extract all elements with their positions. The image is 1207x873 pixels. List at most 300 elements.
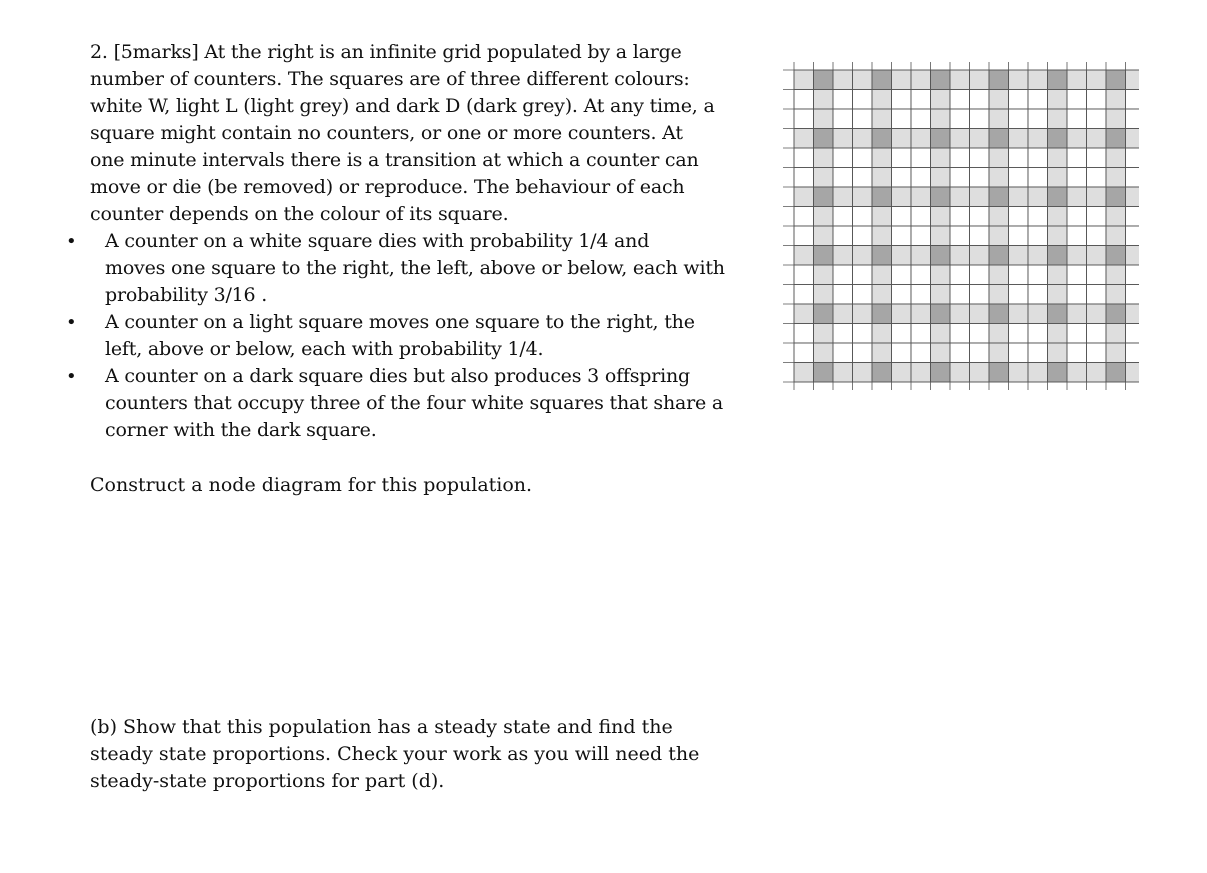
grid-cell-white [911, 285, 931, 305]
grid-cell-dark [1048, 363, 1068, 383]
grid-cell-light [931, 90, 951, 110]
grid-cell-white [950, 207, 970, 227]
question-2 [66, 39, 750, 444]
grid-cell-light [931, 265, 951, 285]
grid-cell-white [1009, 285, 1029, 305]
grid-cell-light [794, 246, 814, 266]
grid-cell-light [911, 304, 931, 324]
grid-cell-light [892, 129, 912, 149]
grid-cell-light [892, 363, 912, 383]
question-intro: 2. [5marks] At the right is an infinite grid populated by a large number of counters. The squares are of three different colours: white W, light L (light grey) and dark D (dark grey). At any time, a square might contain no counters, or one or more counters. At one minute intervals there is a transition at which a counter can move or die (be removed) or reproduce. The behaviour of each counter depends on the colour of its square. [90, 41, 715, 225]
grid-cell-light [794, 363, 814, 383]
grid-cell-light [794, 129, 814, 149]
grid-cell-light [989, 90, 1009, 110]
grid-cell-light [989, 109, 1009, 129]
grid-cell-white [833, 90, 853, 110]
grid-cell-dark [1106, 246, 1126, 266]
grid-cell-white [1028, 324, 1048, 344]
grid-cell-light [794, 304, 814, 324]
grid-cell-white [950, 226, 970, 246]
grid-cell-light [833, 129, 853, 149]
rule-dark-text: A counter on a dark square dies but also produces 3 offspring counters that occupy three of the four white squares that share a corner with the dark square. [105, 365, 724, 441]
grid-cell-white [911, 148, 931, 168]
grid-cell-dark [931, 70, 951, 90]
bullet-icon: • [66, 312, 77, 333]
grid-cell-light [970, 129, 990, 149]
grid-cell-light [989, 148, 1009, 168]
grid-cell-white [911, 168, 931, 188]
grid-cell-light [892, 187, 912, 207]
grid-cell-white [1126, 324, 1140, 344]
grid-cell-white [1087, 148, 1107, 168]
grid-cell-white [1009, 207, 1029, 227]
grid-cell-white [970, 324, 990, 344]
grid-cell-light [950, 246, 970, 266]
grid-cell-light [1106, 324, 1126, 344]
grid-cell-dark [989, 304, 1009, 324]
grid-cell-white [892, 285, 912, 305]
grid-cell-white [1067, 324, 1087, 344]
grid-cell-white [1067, 148, 1087, 168]
grid-cell-dark [814, 304, 834, 324]
grid-cell-dark [1106, 187, 1126, 207]
grid-cell-white [1009, 109, 1029, 129]
grid-cell-light [1106, 285, 1126, 305]
grid-cell-dark [989, 70, 1009, 90]
grid-cell-light [833, 304, 853, 324]
grid-cell-white [794, 90, 814, 110]
grid-cell-white [1067, 207, 1087, 227]
grid-cell-white [970, 90, 990, 110]
grid-cell-white [1087, 109, 1107, 129]
grid-cell-dark [1048, 304, 1068, 324]
grid-cell-dark [989, 129, 1009, 149]
grid-cell-light [1048, 285, 1068, 305]
grid-cell-light [1067, 363, 1087, 383]
grid-cell-white [853, 226, 873, 246]
grid-cell-dark [814, 70, 834, 90]
grid-cell-light [814, 265, 834, 285]
grid-cell-light [1106, 168, 1126, 188]
grid-cell-white [1028, 207, 1048, 227]
grid-cell-white [892, 226, 912, 246]
grid-cell-light [970, 246, 990, 266]
grid-cell-white [1126, 207, 1140, 227]
grid-cell-light [1048, 324, 1068, 344]
grid-cell-light [1048, 207, 1068, 227]
grid-cell-white [833, 109, 853, 129]
grid-cell-light [853, 246, 873, 266]
grid-cell-white [1009, 168, 1029, 188]
grid-cell-white [1087, 207, 1107, 227]
grid-cell-white [1009, 343, 1029, 363]
grid-cell-light [931, 168, 951, 188]
grid-cell-light [931, 285, 951, 305]
grid-cell-light [1048, 265, 1068, 285]
grid-cell-dark [872, 70, 892, 90]
grid-cell-light [1009, 70, 1029, 90]
grid-cell-light [794, 70, 814, 90]
grid-cell-white [1067, 265, 1087, 285]
grid-cell-dark [931, 304, 951, 324]
grid-cell-white [950, 324, 970, 344]
grid-cell-light [1067, 304, 1087, 324]
grid-cell-white [911, 324, 931, 344]
grid-cell-light [872, 343, 892, 363]
grid-cell-white [794, 226, 814, 246]
grid-cell-white [1087, 343, 1107, 363]
grid-cell-dark [1106, 304, 1126, 324]
rule-white-text: A counter on a white square dies with probability 1/4 and moves one square to the right, the left, above or below, each with probability 3/16 . [105, 230, 725, 306]
grid-cell-dark [814, 246, 834, 266]
grid-cell-light [1067, 129, 1087, 149]
grid-cell-light [989, 226, 1009, 246]
grid-cell-white [911, 226, 931, 246]
grid-cell-light [1126, 246, 1140, 266]
grid-cell-white [911, 265, 931, 285]
grid-cell-light [853, 70, 873, 90]
grid-cell-light [1106, 226, 1126, 246]
grid-cell-dark [1048, 129, 1068, 149]
grid-cell-white [1087, 168, 1107, 188]
grid-cell-white [1087, 285, 1107, 305]
grid-cell-dark [931, 187, 951, 207]
grid-cell-dark [931, 129, 951, 149]
grid-cell-dark [989, 363, 1009, 383]
grid-cell-white [853, 285, 873, 305]
grid-cell-dark [1106, 70, 1126, 90]
grid-cell-light [833, 70, 853, 90]
grid-cell-white [1126, 285, 1140, 305]
grid-cell-white [970, 226, 990, 246]
grid-cell-light [1028, 187, 1048, 207]
grid-cell-dark [989, 187, 1009, 207]
grid-cell-light [1067, 70, 1087, 90]
grid-cell-white [970, 285, 990, 305]
grid-cell-white [911, 109, 931, 129]
grid-cell-white [1028, 226, 1048, 246]
grid-cell-white [853, 343, 873, 363]
grid-cell-white [833, 226, 853, 246]
grid-cell-light [892, 304, 912, 324]
grid-cell-dark [814, 187, 834, 207]
grid-cell-white [1067, 226, 1087, 246]
grid-cell-white [1009, 90, 1029, 110]
grid-cell-light [970, 363, 990, 383]
grid-cell-white [794, 285, 814, 305]
grid-cell-light [931, 207, 951, 227]
grid-cell-white [1087, 324, 1107, 344]
grid-cell-light [853, 129, 873, 149]
grid-cell-white [1126, 265, 1140, 285]
grid-cell-white [794, 168, 814, 188]
bullet-icon: • [66, 231, 77, 252]
grid-cell-light [1126, 187, 1140, 207]
grid-cell-light [814, 90, 834, 110]
grid-cell-white [1009, 324, 1029, 344]
grid-cell-light [872, 324, 892, 344]
grid-cell-white [892, 168, 912, 188]
grid-cell-light [931, 343, 951, 363]
grid-cell-white [1126, 109, 1140, 129]
grid-cell-light [1009, 246, 1029, 266]
grid-cell-white [1028, 90, 1048, 110]
grid-cell-light [794, 187, 814, 207]
grid-cell-light [1106, 148, 1126, 168]
grid-cell-light [1028, 363, 1048, 383]
grid-cell-white [794, 343, 814, 363]
grid-cell-light [1028, 70, 1048, 90]
grid-cell-white [892, 207, 912, 227]
grid-cell-light [911, 187, 931, 207]
grid-cell-light [931, 226, 951, 246]
grid-cell-white [853, 324, 873, 344]
grid-cell-white [970, 207, 990, 227]
grid-cell-light [892, 246, 912, 266]
grid-cell-dark [872, 129, 892, 149]
grid-cell-white [892, 148, 912, 168]
grid-cell-light [1087, 70, 1107, 90]
grid-cell-dark [814, 363, 834, 383]
grid-cell-light [911, 246, 931, 266]
grid-cell-white [1126, 343, 1140, 363]
grid-cell-white [1009, 148, 1029, 168]
behaviour-rules-list [66, 228, 750, 444]
grid-cell-light [931, 324, 951, 344]
grid-cell-white [833, 285, 853, 305]
grid-cell-light [1106, 90, 1126, 110]
grid-cell-light [1087, 129, 1107, 149]
coloured-grid-figure [783, 62, 1139, 398]
grid-cell-white [853, 168, 873, 188]
grid-cell-white [892, 343, 912, 363]
grid-cell-white [794, 324, 814, 344]
grid-cell-light [1048, 90, 1068, 110]
grid-cell-white [1067, 109, 1087, 129]
grid-cell-light [989, 285, 1009, 305]
grid-cell-white [950, 90, 970, 110]
grid-cell-white [833, 265, 853, 285]
grid-cell-white [1028, 168, 1048, 188]
grid-cell-light [833, 363, 853, 383]
grid-cell-white [1028, 109, 1048, 129]
grid-cell-dark [1048, 187, 1068, 207]
grid-cell-light [970, 304, 990, 324]
grid-cell-light [833, 246, 853, 266]
grid-cell-light [1028, 304, 1048, 324]
rule-white-square [66, 228, 750, 309]
grid-cell-white [1067, 90, 1087, 110]
grid-cell-light [872, 265, 892, 285]
grid-cell-white [833, 324, 853, 344]
grid-cell-white [1087, 90, 1107, 110]
grid-cell-white [970, 148, 990, 168]
grid-cell-light [989, 265, 1009, 285]
grid-cell-light [1009, 187, 1029, 207]
grid-cell-white [833, 168, 853, 188]
grid-cell-white [911, 207, 931, 227]
grid-cell-light [872, 285, 892, 305]
grid-cell-light [1048, 148, 1068, 168]
grid-cell-light [911, 363, 931, 383]
grid-cell-light [1048, 109, 1068, 129]
grid-cell-light [1048, 343, 1068, 363]
grid-cell-light [1048, 226, 1068, 246]
grid-cell-light [911, 70, 931, 90]
grid-cell-light [872, 168, 892, 188]
grid-cell-white [1126, 90, 1140, 110]
grid-cell-white [853, 109, 873, 129]
grid-cell-light [1126, 70, 1140, 90]
grid-cell-light [1106, 109, 1126, 129]
grid-cell-light [950, 70, 970, 90]
grid-cell-dark [989, 246, 1009, 266]
grid-cell-white [794, 265, 814, 285]
grid-cell-light [1067, 187, 1087, 207]
grid-cell-white [892, 90, 912, 110]
grid-cell-light [1106, 207, 1126, 227]
grid-cell-white [970, 168, 990, 188]
grid-cell-light [989, 343, 1009, 363]
grid-cell-dark [931, 363, 951, 383]
grid-cell-light [892, 70, 912, 90]
grid-cell-dark [1048, 246, 1068, 266]
grid-cell-white [892, 109, 912, 129]
grid-cell-white [833, 148, 853, 168]
grid-cell-dark [814, 129, 834, 149]
grid-cell-dark [931, 246, 951, 266]
grid-cell-white [911, 90, 931, 110]
grid-cell-light [872, 109, 892, 129]
grid-cell-light [1067, 246, 1087, 266]
grid-cell-white [1087, 265, 1107, 285]
node-diagram-instruction: Construct a node diagram for this population. [90, 474, 533, 496]
grid-cell-white [853, 148, 873, 168]
grid-cell-light [931, 109, 951, 129]
grid-cell-light [989, 324, 1009, 344]
grid-cell-white [911, 343, 931, 363]
grid-cell-white [950, 343, 970, 363]
grid-cell-light [989, 207, 1009, 227]
grid-cell-white [853, 265, 873, 285]
grid-cell-light [814, 148, 834, 168]
grid-cell-dark [872, 304, 892, 324]
grid-cell-white [970, 265, 990, 285]
rule-dark-square [66, 363, 750, 444]
grid-cell-white [892, 324, 912, 344]
grid-cell-light [1126, 129, 1140, 149]
rule-light-text: A counter on a light square moves one square to the right, the left, above or below, each with probability 1/4. [105, 311, 695, 360]
grid-cell-light [989, 168, 1009, 188]
grid-cell-white [950, 148, 970, 168]
grid-cell-white [950, 168, 970, 188]
grid-cell-white [853, 90, 873, 110]
grid-cell-light [1048, 168, 1068, 188]
grid-cell-light [1087, 304, 1107, 324]
grid-cell-light [970, 70, 990, 90]
grid-cell-light [1106, 265, 1126, 285]
grid-cell-white [1028, 285, 1048, 305]
grid-cell-light [950, 129, 970, 149]
grid-cell-light [872, 207, 892, 227]
grid-cell-light [1009, 304, 1029, 324]
grid-cell-light [950, 363, 970, 383]
grid-cell-light [872, 148, 892, 168]
grid-cell-white [1028, 343, 1048, 363]
grid-cell-light [970, 187, 990, 207]
grid-cell-white [1087, 226, 1107, 246]
grid-cell-light [931, 148, 951, 168]
grid-cell-light [1087, 246, 1107, 266]
grid-cell-light [814, 207, 834, 227]
grid-cell-white [1067, 285, 1087, 305]
grid-cell-dark [872, 187, 892, 207]
grid-cell-dark [1048, 70, 1068, 90]
grid-cell-white [794, 109, 814, 129]
part-b-question: (b) Show that this population has a steady state and find the steady state proportions. Check your work as you will need the steady-state proportions for part (d). [90, 716, 700, 792]
grid-cell-dark [1106, 363, 1126, 383]
grid-cell-white [1028, 265, 1048, 285]
grid-cell-light [1126, 304, 1140, 324]
grid-cell-white [794, 148, 814, 168]
grid-cell-light [814, 109, 834, 129]
grid-cell-white [950, 265, 970, 285]
grid-cell-dark [872, 246, 892, 266]
grid-cell-white [794, 207, 814, 227]
grid-cell-light [814, 343, 834, 363]
rule-light-square [66, 309, 750, 363]
grid-cell-light [833, 187, 853, 207]
grid-cell-light [853, 187, 873, 207]
grid-cell-light [853, 363, 873, 383]
grid-cell-light [1028, 246, 1048, 266]
grid-cell-light [872, 226, 892, 246]
grid-cell-light [814, 285, 834, 305]
grid-cell-light [950, 304, 970, 324]
grid-cell-dark [1106, 129, 1126, 149]
grid-cell-white [1126, 226, 1140, 246]
grid-cell-white [1009, 265, 1029, 285]
grid-cell-light [853, 304, 873, 324]
grid-cell-white [833, 343, 853, 363]
grid-cell-white [853, 207, 873, 227]
grid-cell-light [814, 168, 834, 188]
grid-cell-white [1067, 343, 1087, 363]
grid-cell-light [1087, 187, 1107, 207]
grid-cell-light [1009, 129, 1029, 149]
grid-cell-white [970, 109, 990, 129]
grid-cell-light [872, 90, 892, 110]
bullet-icon: • [66, 366, 77, 387]
grid-cell-white [833, 207, 853, 227]
grid-cell-light [1106, 343, 1126, 363]
grid-cell-white [950, 285, 970, 305]
grid-cell-white [1126, 168, 1140, 188]
grid-cell-light [1028, 129, 1048, 149]
grid-cell-white [970, 343, 990, 363]
grid-cell-light [1126, 363, 1140, 383]
grid-cell-light [950, 187, 970, 207]
grid-cell-light [814, 324, 834, 344]
grid-cell-white [1028, 148, 1048, 168]
grid-cell-white [950, 109, 970, 129]
grid-cell-white [892, 265, 912, 285]
grid-cell-light [814, 226, 834, 246]
grid-cell-white [1009, 226, 1029, 246]
grid-cell-white [1126, 148, 1140, 168]
grid-cell-dark [872, 363, 892, 383]
grid-cell-light [911, 129, 931, 149]
